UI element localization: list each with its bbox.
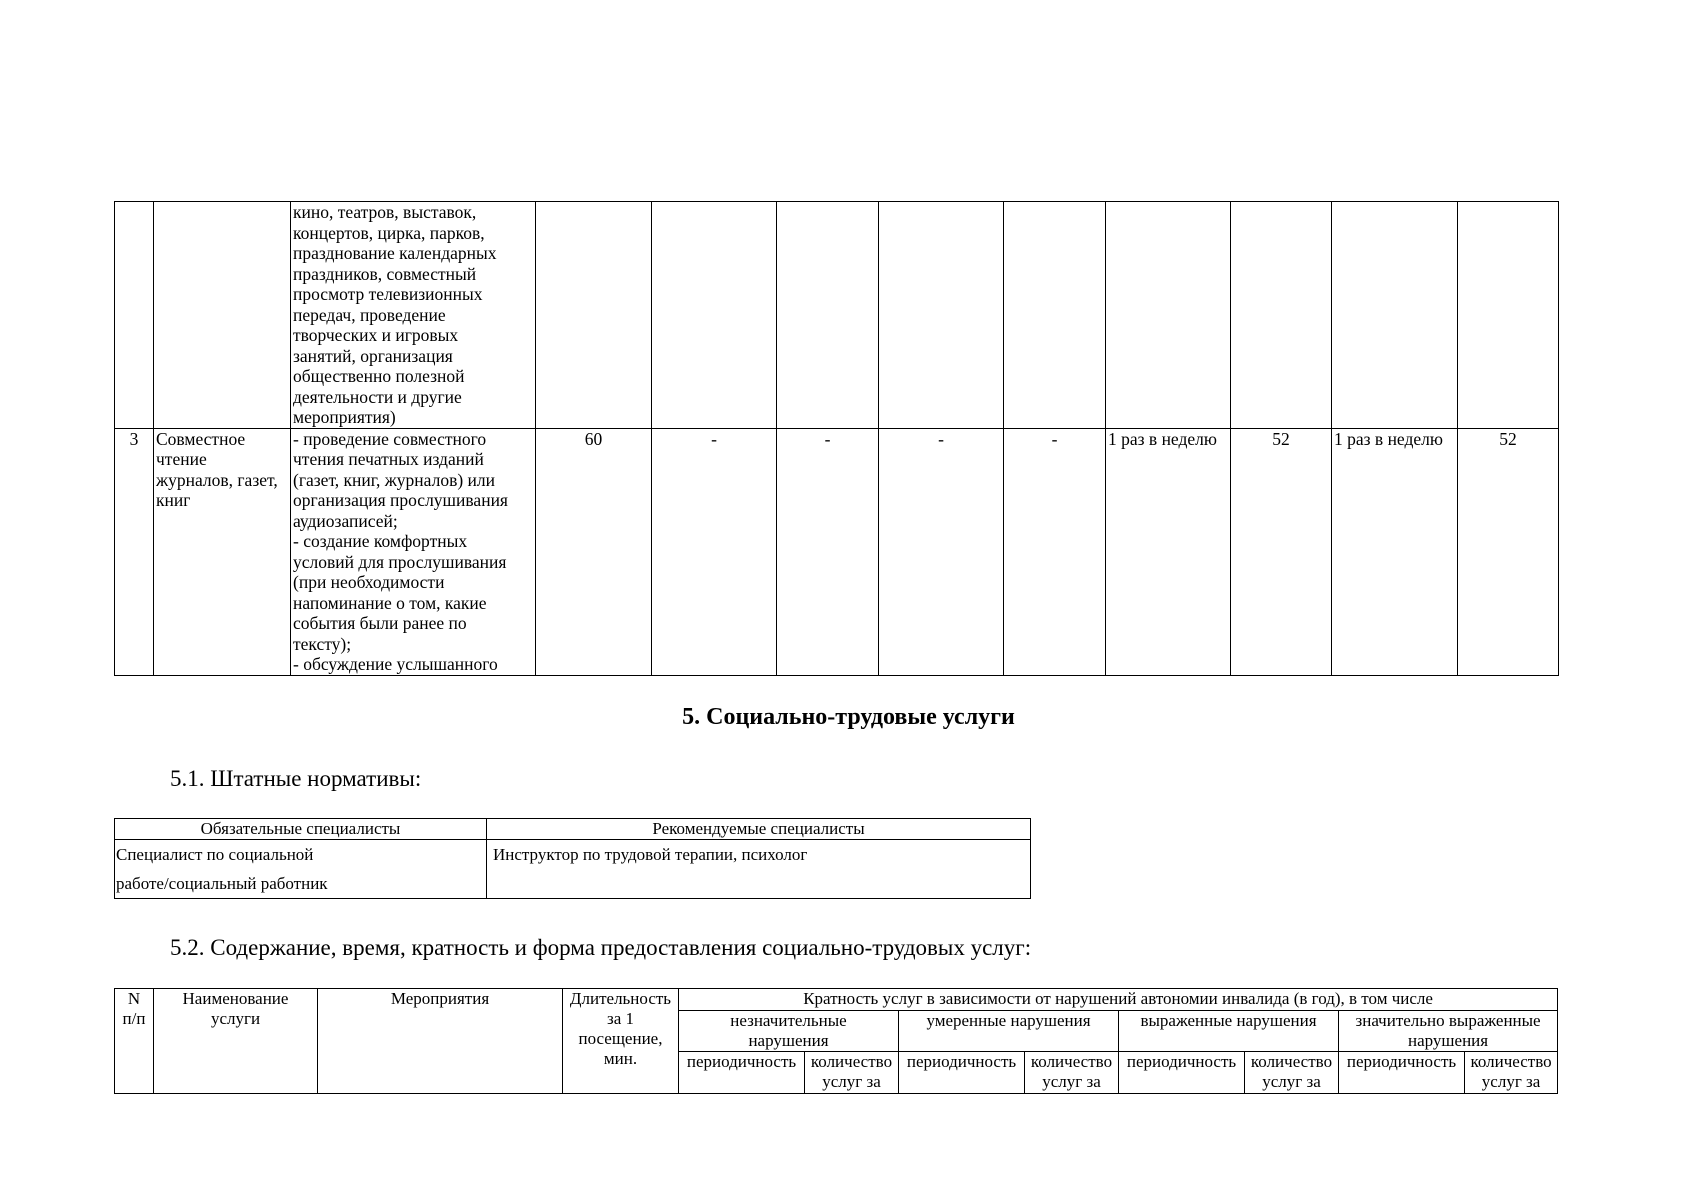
table-header-row bbox=[115, 819, 1031, 840]
quantity-severe: 52 bbox=[1231, 428, 1332, 675]
header-periodicity: периодичность bbox=[679, 1052, 805, 1094]
table-cell bbox=[1106, 202, 1231, 429]
subsection-staffing-title: 5.1. Штатные нормативы: bbox=[170, 766, 422, 791]
header-recommended-specialists: Рекомендуемые специалисты bbox=[487, 819, 1031, 840]
required-specialists-value: Специалист по социальной работе/социальный работник bbox=[115, 840, 487, 899]
header-multiplicity: Кратность услуг в зависимости от нарушений автономии инвалида (в год), в том числе bbox=[679, 989, 1558, 1011]
header-periodicity: периодичность bbox=[899, 1052, 1025, 1094]
table-cell bbox=[154, 202, 291, 429]
header-service-name: Наименование услуги bbox=[154, 989, 318, 1094]
header-activities: Мероприятия bbox=[318, 989, 563, 1094]
table-cell bbox=[879, 202, 1004, 429]
table-cell bbox=[1231, 202, 1332, 429]
periodicity-moderate: - bbox=[879, 428, 1004, 675]
periodicity-severe: 1 раз в неделю bbox=[1106, 428, 1231, 675]
header-moderate-violations: умеренные нарушения bbox=[899, 1011, 1119, 1052]
quantity-moderate: - bbox=[1004, 428, 1106, 675]
header-periodicity: периодичность bbox=[1339, 1052, 1465, 1094]
table-row bbox=[115, 428, 1559, 675]
table-cell bbox=[652, 202, 777, 429]
table-cell bbox=[1458, 202, 1559, 429]
table-row bbox=[115, 840, 1031, 899]
activities-continuation: кино, театров, выставок, концертов, цирка, парков, празднование календарных праздников, совместный просмотр телевизионных передач, проведение творческих и игровых занятий, организация общественно полезной деятельности и другие мероприятия) bbox=[291, 202, 536, 429]
header-periodicity: периодичность bbox=[1119, 1052, 1245, 1094]
header-minor-violations: незначительные нарушения bbox=[679, 1011, 899, 1052]
service-name: Совместное чтение журналов, газет, книг bbox=[154, 428, 291, 675]
header-quantity: количество услуг за bbox=[805, 1052, 899, 1094]
header-duration: Длительность за 1 посещение, мин. bbox=[563, 989, 679, 1094]
table-cell bbox=[115, 202, 154, 429]
table-cell bbox=[1004, 202, 1106, 429]
content-table-header bbox=[114, 988, 1558, 1094]
table-row bbox=[115, 202, 1559, 429]
periodicity-minor: - bbox=[652, 428, 777, 675]
subsection-content-title: 5.2. Содержание, время, кратность и форма предоставления социально-трудовых услуг: bbox=[170, 935, 1032, 960]
header-very-severe-violations: значительно выраженные нарушения bbox=[1339, 1011, 1558, 1052]
quantity-minor: - bbox=[777, 428, 879, 675]
header-quantity: количество услуг за bbox=[1465, 1052, 1558, 1094]
table-cell bbox=[777, 202, 879, 429]
header-number: N п/п bbox=[115, 989, 154, 1094]
header-severe-violations: выраженные нарушения bbox=[1119, 1011, 1339, 1052]
quantity-very-severe: 52 bbox=[1458, 428, 1559, 675]
header-required-specialists: Обязательные специалисты bbox=[115, 819, 487, 840]
table-header-row bbox=[115, 989, 1558, 1011]
duration-value: 60 bbox=[536, 428, 652, 675]
row-number: 3 bbox=[115, 428, 154, 675]
service-activities: - проведение совместного чтения печатных изданий (газет, книг, журналов) или организация прослушивания аудиозаписей; - создание комфортных условий для прослушивания (при необходимости напоминание о том, какие события были ранее по тексту); - обсуждение услышанного bbox=[291, 428, 536, 675]
header-quantity: количество услуг за bbox=[1245, 1052, 1339, 1094]
recommended-specialists-value: Инструктор по трудовой терапии, психолог bbox=[487, 840, 1031, 899]
section-title: 5. Социально-трудовые услуги bbox=[682, 704, 1015, 730]
staffing-table bbox=[114, 818, 1031, 899]
periodicity-very-severe: 1 раз в неделю bbox=[1332, 428, 1458, 675]
table-cell bbox=[1332, 202, 1458, 429]
table-cell bbox=[536, 202, 652, 429]
services-table-continued bbox=[114, 201, 1559, 676]
header-quantity: количество услуг за bbox=[1025, 1052, 1119, 1094]
